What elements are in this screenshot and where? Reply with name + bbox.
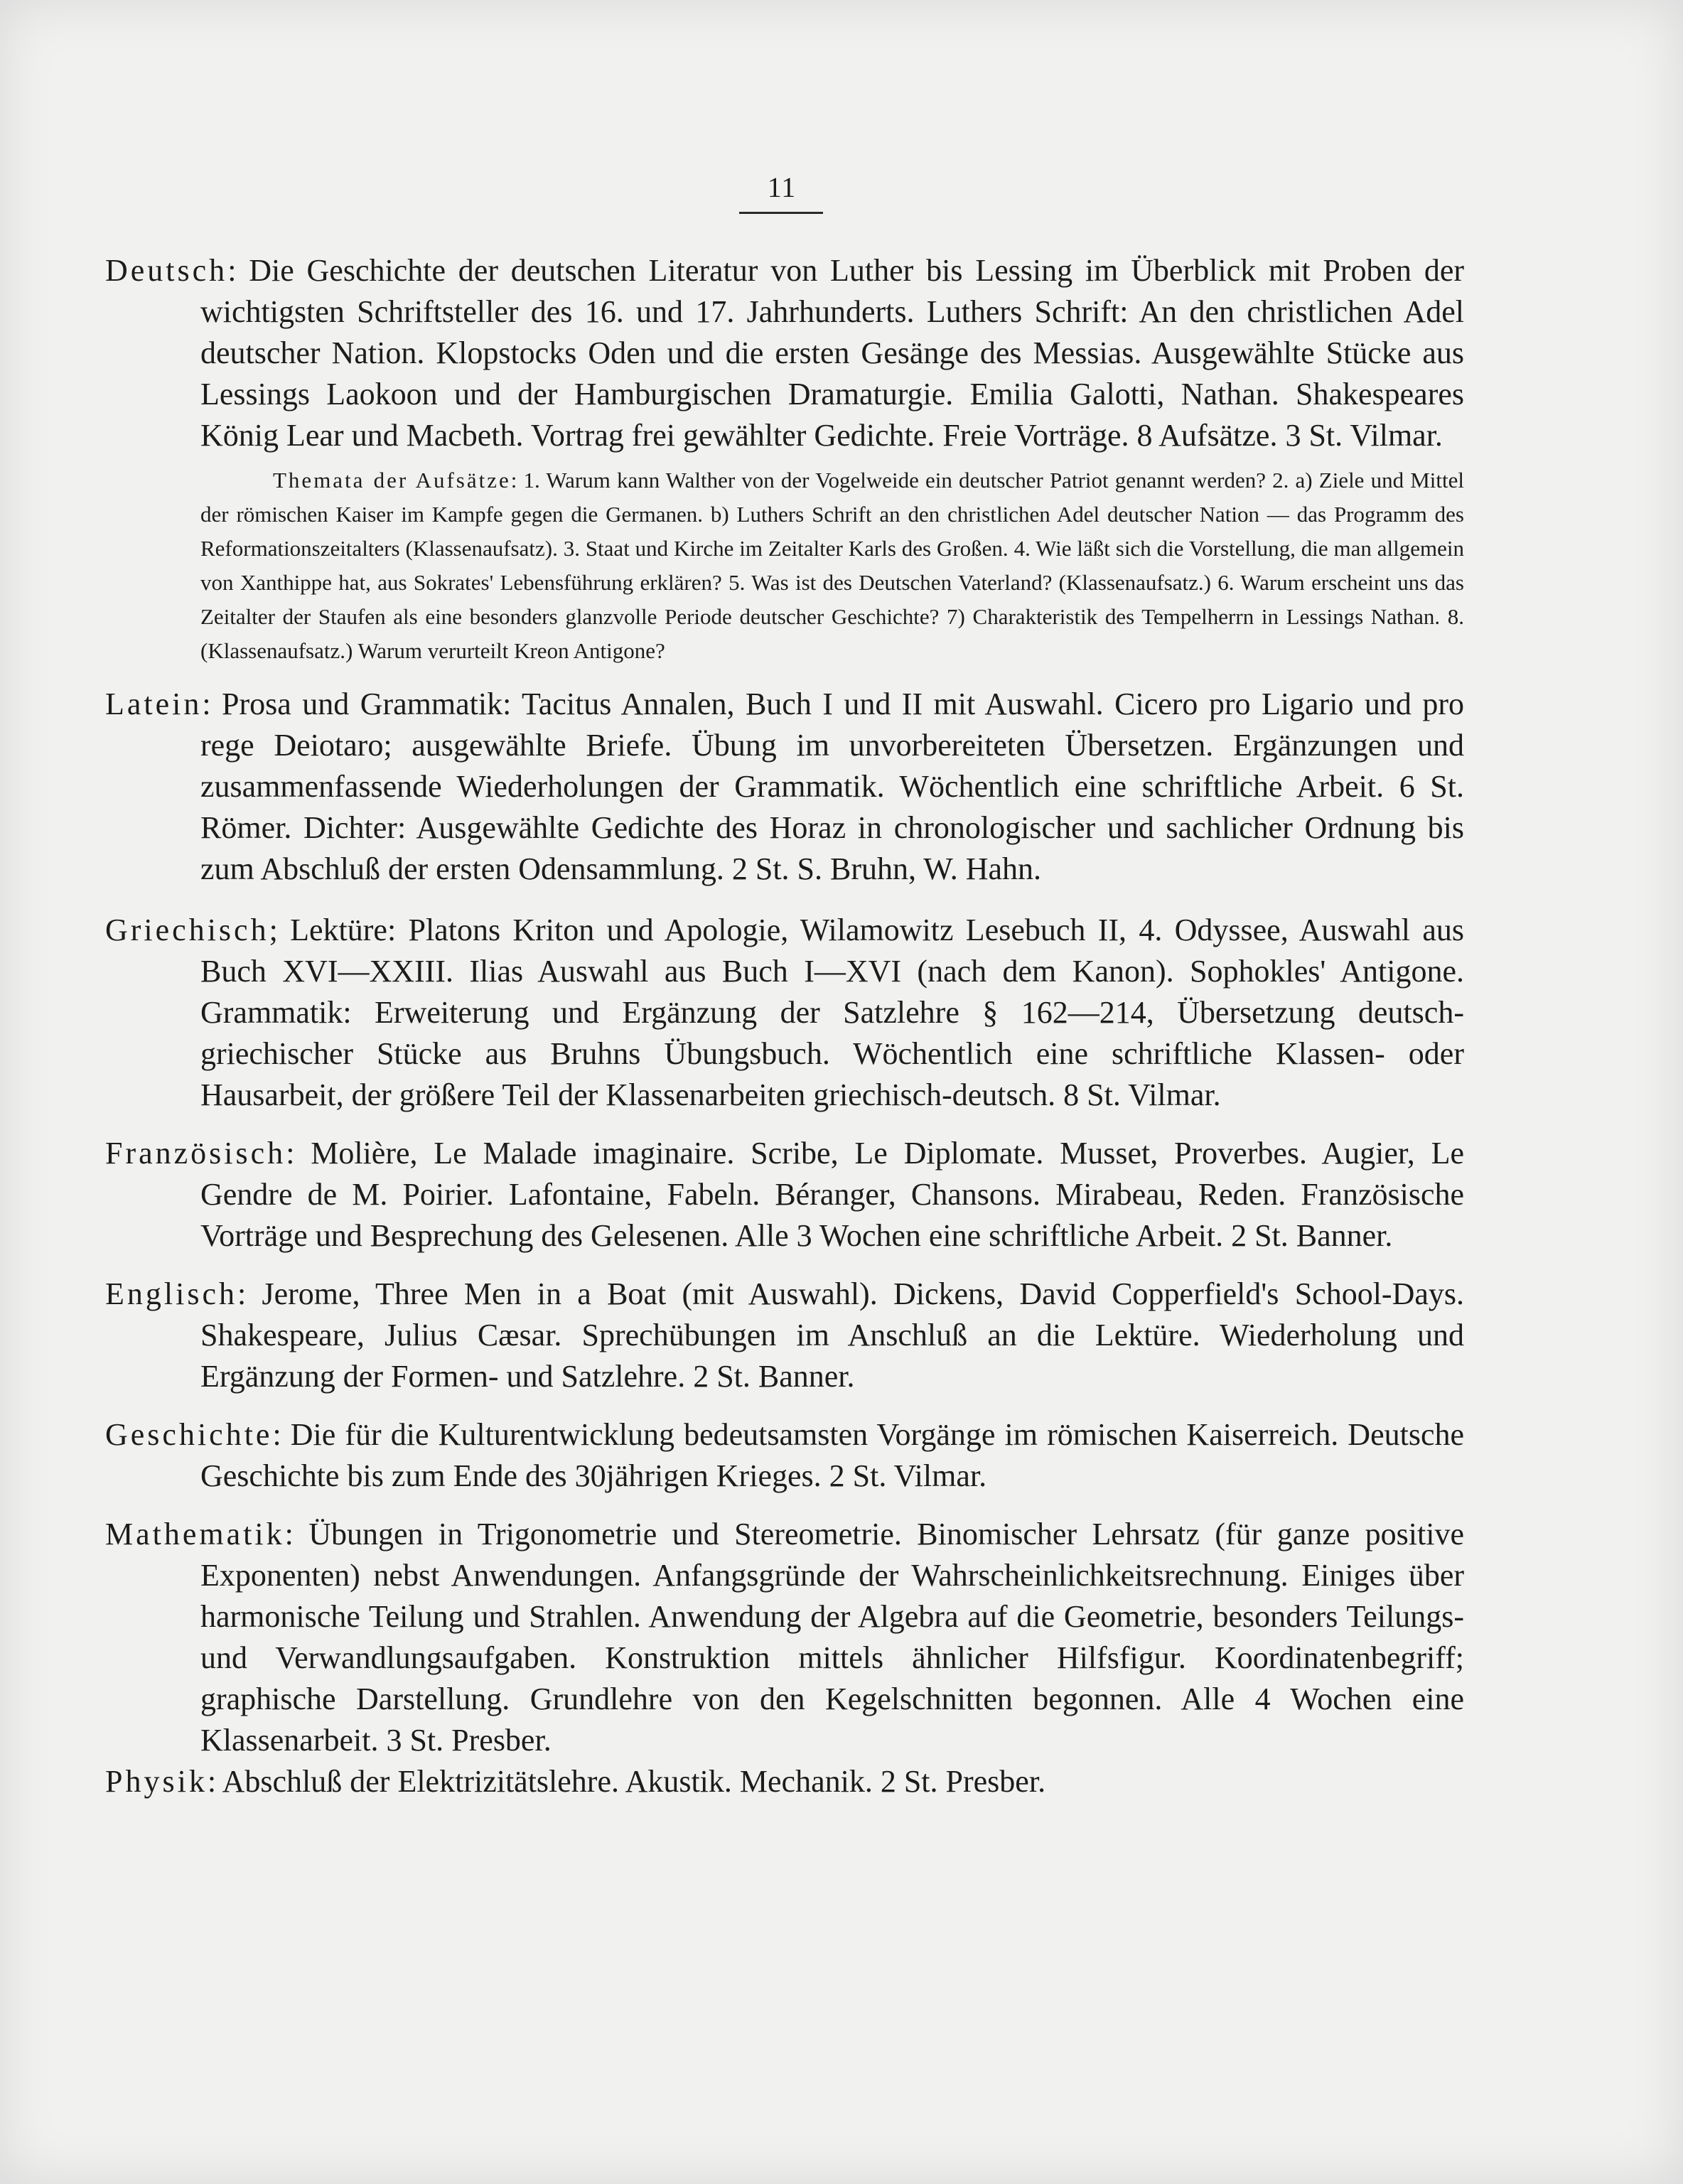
section-text-englisch: : Jerome, Three Men in a Boat (mit Auswahl). Dickens, David Copperfield's School-Days. Shakespeare, Julius Cæsar. Sprechübungen im Anschluß an die Lektüre. Wiederholung und Ergänzung der Formen- und Satzlehre. 2 St. Banner.: [200, 1276, 1464, 1394]
section-text-latein: : Prosa und Grammatik: Tacitus Annalen, Buch I und II mit Auswahl. Cicero pro Ligario und pro rege Deiotaro; ausgewählte Briefe. Übung im unvorbereiteten Übersetzen. Ergänzungen und zusammenfassende Wiederholungen der Grammatik. Wöchentlich eine schriftliche Arbeit. 6 St. Römer. Dichter: Ausgewählte Gedichte des Horaz in chronologischer und sachlicher Ordnung bis zum Abschluß der ersten Odensammlung. 2 St. S. Bruhn, W. Hahn.: [200, 687, 1464, 886]
subject-label-franzoesisch: Französisch: [105, 1136, 286, 1171]
section-englisch: [105, 1274, 1464, 1397]
section-geschichte: [105, 1414, 1464, 1497]
page-number: 11: [767, 171, 797, 203]
curriculum-content: [105, 250, 1464, 1802]
subject-label-englisch: Englisch: [105, 1276, 237, 1311]
section-physik: [105, 1761, 1464, 1802]
subject-label-deutsch: Deutsch: [105, 253, 228, 288]
section-text-griechisch: ; Lektüre: Platons Kriton und Apologie, Wilamowitz Lesebuch II, 4. Odyssee, Auswahl aus Buch XVI—XXIII. Ilias Auswahl aus Buch I—XVI (nach dem Kanon). Sophokles' Antigone. Grammatik: Erweiterung und Ergänzung der Satzlehre § 162—214, Übersetzung deutsch-griechischer Stücke aus Bruhns Übungsbuch. Wöchentlich eine schriftliche Klassen- oder Hausarbeit, der größere Teil der Klassenarbeiten griechisch-deutsch. 8 St. Vilmar.: [200, 913, 1464, 1112]
subject-label-mathematik: Mathematik: [105, 1517, 285, 1551]
subject-label-geschichte: Geschichte: [105, 1417, 273, 1452]
section-latein: [105, 684, 1464, 890]
essay-topics-block: [200, 463, 1464, 668]
essay-topics-label: Themata der Aufsätze: [273, 468, 511, 493]
subject-label-griechisch: Griechisch: [105, 913, 269, 947]
section-mathematik: [105, 1514, 1464, 1761]
section-deutsch: [105, 250, 1464, 456]
section-text-mathematik: : Übungen in Trigonometrie und Stereometrie. Binomischer Lehrsatz (für ganze positive Exponenten) nebst Anwendungen. Anfangsgründe der Wahrscheinlichkeitsrechnung. Einiges über harmonische Teilung und Strahlen. Anwendung der Algebra auf die Geometrie, besonders Teilungs- und Verwandlungsaufgaben. Konstruktion mittels ähnlicher Hilfsfigur. Koordinatenbegriff; graphische Darstellung. Grundlehre von den Kegelschnitten begonnen. Alle 4 Wochen eine Klassenarbeit. 3 St. Presber.: [200, 1517, 1464, 1758]
section-text-franzoesisch: : Molière, Le Malade imaginaire. Scribe, Le Diplomate. Musset, Proverbes. Augier, Le Gendre de M. Poirier. Lafontaine, Fabeln. Béranger, Chansons. Mirabeau, Reden. Französische Vorträge und Besprechung des Gelesenen. Alle 3 Wochen eine schriftliche Arbeit. 2 St. Banner.: [200, 1136, 1464, 1253]
section-text-geschichte: : Die für die Kulturentwicklung bedeutsamsten Vorgänge im römischen Kaiserreich. Deutsche Geschichte bis zum Ende des 30jährigen Krieges. 2 St. Vilmar.: [200, 1417, 1464, 1493]
essay-topics-text: : 1. Warum kann Walther von der Vogelweide ein deutscher Patriot genannt werden? 2. a) Ziele und Mittel der römischen Kaiser im Kampfe gegen die Germanen. b) Luthers Schrift an den christlichen Adel deutscher Nation — das Programm des Reformationszeitalters (Klassenaufsatz). 3. Staat und Kirche im Zeitalter Karls des Großen. 4. Wie läßt sich die Vorstellung, die man allgemein von Xanthippe hat, aus Sokrates' Lebensführung erklären? 5. Was ist des Deutschen Vaterland? (Klassenaufsatz.) 6. Warum erscheint uns das Zeitalter der Staufen als eine besonders glanzvolle Periode deutscher Geschichte? 7) Charakteristik des Tempelherrn in Lessings Nathan. 8. (Klassenaufsatz.) Warum verurteilt Kreon Antigone?: [200, 468, 1464, 663]
subject-label-latein: Latein: [105, 687, 203, 721]
page-number-rule: [739, 212, 823, 214]
subject-label-physik: Physik: [105, 1764, 208, 1799]
section-griechisch: [105, 910, 1464, 1116]
section-text-physik: : Abschluß der Elektrizitätslehre. Akustik. Mechanik. 2 St. Presber.: [207, 1764, 1046, 1799]
essay-topics: [105, 463, 1464, 668]
section-text-deutsch: : Die Geschichte der deutschen Literatur von Luther bis Lessing im Überblick mit Proben der wichtigsten Schriftsteller des 16. und 17. Jahrhunderts. Luthers Schrift: An den christlichen Adel deutscher Nation. Klopstocks Oden und die ersten Gesänge des Messias. Ausgewählte Stücke aus Lessings Laokoon und der Hamburgischen Dramaturgie. Emilia Galotti, Nathan. Shakespeares König Lear und Macbeth. Vortrag frei gewählter Gedichte. Freie Vorträge. 8 Aufsätze. 3 St. Vilmar.: [200, 253, 1464, 453]
section-franzoesisch: [105, 1133, 1464, 1257]
